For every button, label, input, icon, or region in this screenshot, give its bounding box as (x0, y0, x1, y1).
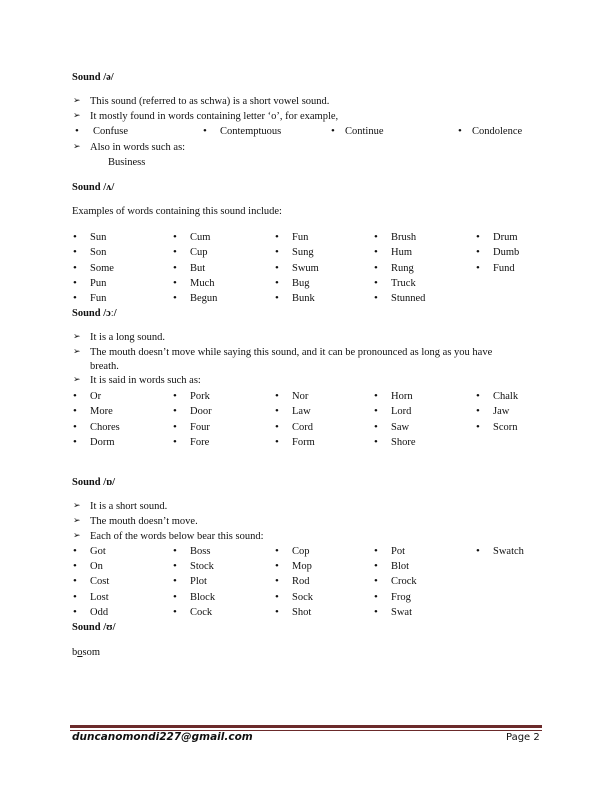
bullet-icon: • (73, 545, 77, 557)
word-list-item: Pun (90, 277, 107, 289)
bullet-icon: • (173, 545, 177, 557)
word-list-item: Bunk (292, 293, 315, 305)
bullet-icon: • (73, 246, 77, 259)
word-list-item: Lost (90, 591, 109, 603)
word-list-item: Hum (391, 247, 412, 259)
bullet-icon: • (173, 590, 177, 603)
bullet-icon: • (476, 261, 480, 274)
word-list-item: Dumb (493, 247, 520, 259)
bullet-icon: • (173, 261, 177, 274)
bullet-icon: • (458, 125, 462, 137)
bullet-point: It is a long sound. (90, 332, 165, 343)
word-list-item: Got (90, 546, 106, 557)
bullet-icon: • (73, 560, 77, 573)
bullet-icon: • (173, 231, 177, 243)
bullet-icon: • (173, 390, 177, 402)
word-list-item: More (90, 406, 113, 418)
bullet-point: Also in words such as: (90, 142, 186, 153)
section-heading: Sound /ɒ/ (72, 477, 116, 488)
word-list-item: Truck (391, 277, 416, 289)
example-word: Contemptuous (220, 126, 282, 137)
arrow-bullet-icon: ➢ (73, 516, 81, 526)
word-list-item: Stunned (391, 293, 426, 305)
bullet-icon: • (73, 276, 77, 289)
footer-rule (70, 725, 542, 728)
bullet-icon: • (73, 292, 77, 305)
section-heading: Sound /ʊ/ (72, 622, 116, 633)
word-list-item: Sun (90, 232, 107, 243)
example-word: Continue (345, 126, 384, 137)
example-word: Confuse (93, 126, 128, 137)
bullet-icon: • (374, 276, 378, 289)
word-list-item: Pork (190, 391, 210, 402)
bullet-icon: • (173, 246, 177, 259)
word-list-item: Some (90, 262, 114, 274)
bullet-icon: • (476, 390, 480, 402)
word-list-item: Cock (190, 606, 213, 618)
word-list-item: Cum (190, 232, 211, 243)
bullet-icon: • (73, 605, 77, 618)
word-list-item: Pot (391, 546, 406, 557)
bullet-icon: • (173, 405, 177, 418)
bullet-icon: • (476, 405, 480, 418)
bullet-point-continuation: breath. (90, 361, 119, 372)
word-list-item: Bug (292, 277, 310, 289)
word-list-item: Fun (292, 232, 309, 243)
bullet-icon: • (275, 276, 279, 289)
word-part: o (77, 647, 83, 658)
word-list-item: Shore (391, 436, 416, 448)
bullet-icon: • (73, 261, 77, 274)
word-list-item: Cost (90, 576, 110, 588)
word-list-item: Cup (190, 247, 208, 259)
bullet-icon: • (374, 246, 378, 259)
bullet-icon: • (275, 575, 279, 588)
word-list-item: Swatch (493, 546, 524, 557)
word-list-item: Cord (292, 421, 313, 433)
bullet-icon: • (476, 545, 480, 557)
word-list-item: Swum (292, 262, 319, 274)
word-list-item: Blot (391, 561, 410, 573)
bullet-icon: • (275, 231, 279, 243)
bullet-icon: • (374, 420, 378, 433)
bullet-point: This sound (referred to as schwa) is a short vowel sound. (90, 96, 330, 107)
word-list-item: Chores (90, 421, 120, 433)
arrow-bullet-icon: ➢ (73, 96, 81, 106)
arrow-bullet-icon: ➢ (73, 531, 81, 541)
bullet-point: It is a short sound. (90, 501, 168, 512)
bullet-icon: • (374, 390, 378, 402)
word-list-item: Jaw (493, 406, 510, 418)
word-list-item: Much (190, 277, 215, 289)
word-list-item: Form (292, 436, 315, 448)
bullet-icon: • (374, 575, 378, 588)
bullet-icon: • (173, 605, 177, 618)
example-word-bosom (72, 646, 100, 659)
bullet-icon: • (173, 420, 177, 433)
word-list-item: Drum (493, 232, 518, 243)
word-list-item: Sock (292, 591, 313, 603)
bullet-icon: • (374, 405, 378, 418)
section-heading: Sound /ʌ/ (72, 182, 115, 193)
bullet-icon: • (275, 261, 279, 274)
bullet-point: The mouth doesn’t move while saying this sound, and it can be pronounced as long as you have (90, 347, 493, 358)
bullet-icon: • (275, 435, 279, 448)
section-heading: Sound /ɔː/ (72, 308, 117, 319)
bullet-icon: • (374, 292, 378, 305)
word-part: b (72, 647, 78, 658)
bullet-icon: • (476, 420, 480, 433)
bullet-icon: • (73, 405, 77, 418)
bullet-icon: • (275, 560, 279, 573)
word-list-item: Lord (391, 406, 412, 418)
bullet-icon: • (173, 575, 177, 588)
section-heading: Sound /ə/ (72, 72, 114, 83)
bullet-icon: • (275, 390, 279, 402)
bullet-icon: • (476, 246, 480, 259)
word-list-item: Stock (190, 561, 214, 573)
word-list-item: Or (90, 391, 102, 402)
word-list-item: Chalk (493, 391, 519, 402)
bullet-point: The mouth doesn’t move. (90, 516, 198, 527)
example-word: Business (108, 157, 146, 168)
word-list-item: Plot (190, 576, 207, 588)
bullet-icon: • (73, 390, 77, 402)
word-list-item: Saw (391, 421, 410, 433)
word-list-item: Fund (493, 262, 515, 274)
bullet-icon: • (275, 590, 279, 603)
bullet-icon: • (73, 575, 77, 588)
word-list-item: Begun (190, 293, 218, 305)
bullet-icon: • (173, 435, 177, 448)
word-list-item: Shot (292, 606, 312, 618)
word-list-item: Fun (90, 293, 107, 305)
word-list-item: Scorn (493, 421, 518, 433)
bullet-icon: • (275, 246, 279, 259)
word-list-item: Nor (292, 391, 309, 402)
bullet-icon: • (173, 560, 177, 573)
bullet-icon: • (73, 590, 77, 603)
word-part: som (82, 647, 101, 658)
word-list-item: Brush (391, 232, 417, 243)
bullet-icon: • (275, 605, 279, 618)
arrow-bullet-icon: ➢ (73, 332, 81, 342)
bullet-icon: • (73, 231, 77, 243)
word-list-item: Swat (391, 606, 412, 618)
arrow-bullet-icon: ➢ (73, 111, 81, 121)
bullet-icon: • (374, 545, 378, 557)
bullet-icon: • (173, 292, 177, 305)
bullet-icon: • (374, 261, 378, 274)
bullet-icon: • (173, 276, 177, 289)
word-list-item: Door (190, 406, 212, 418)
paragraph: Examples of words containing this sound include: (72, 206, 282, 217)
example-word: Condolence (472, 126, 523, 137)
footer-email: duncanomondi227@gmail.com (72, 731, 253, 743)
arrow-bullet-icon: ➢ (73, 142, 81, 152)
word-list-item: Law (292, 406, 311, 418)
word-list-item: Fore (190, 436, 210, 448)
word-list-item: Dorm (90, 436, 115, 448)
bullet-icon: • (275, 405, 279, 418)
bullet-icon: • (73, 435, 77, 448)
word-list-item: Four (190, 421, 210, 433)
bullet-icon: • (374, 231, 378, 243)
word-list-item: On (90, 561, 103, 573)
bullet-icon: • (331, 125, 335, 137)
word-list-item: Horn (391, 391, 413, 402)
word-list-item: Rod (292, 576, 310, 588)
arrow-bullet-icon: ➢ (73, 347, 81, 357)
footer-page-number: Page 2 (506, 732, 540, 743)
word-list-item: Rung (391, 262, 414, 274)
word-list-item: Crock (391, 576, 417, 588)
word-list-item: Mop (292, 561, 312, 573)
arrow-bullet-icon: ➢ (73, 501, 81, 511)
bullet-icon: • (374, 435, 378, 448)
bullet-icon: • (73, 420, 77, 433)
bullet-icon: • (476, 231, 480, 243)
word-list-item: Odd (90, 606, 109, 618)
bullet-icon: • (374, 560, 378, 573)
bullet-icon: • (275, 292, 279, 305)
word-list-item: Sung (292, 247, 314, 259)
word-list-item: Son (90, 247, 107, 259)
bullet-icon: • (374, 590, 378, 603)
bullet-point: Each of the words below bear this sound: (90, 531, 264, 542)
word-list-item: Cop (292, 546, 310, 557)
bullet-icon: • (275, 420, 279, 433)
bullet-icon: • (75, 125, 79, 137)
bullet-icon: • (374, 605, 378, 618)
word-list-item: Frog (391, 591, 411, 603)
word-list-item: Boss (190, 546, 211, 557)
bullet-point: It mostly found in words containing letter ‘o’, for example, (90, 111, 339, 122)
bullet-point: It is said in words such as: (90, 375, 201, 386)
bullet-icon: • (203, 125, 207, 137)
word-list-item: But (190, 262, 206, 274)
word-list-item: Block (190, 591, 216, 603)
arrow-bullet-icon: ➢ (73, 375, 81, 385)
bullet-icon: • (275, 545, 279, 557)
